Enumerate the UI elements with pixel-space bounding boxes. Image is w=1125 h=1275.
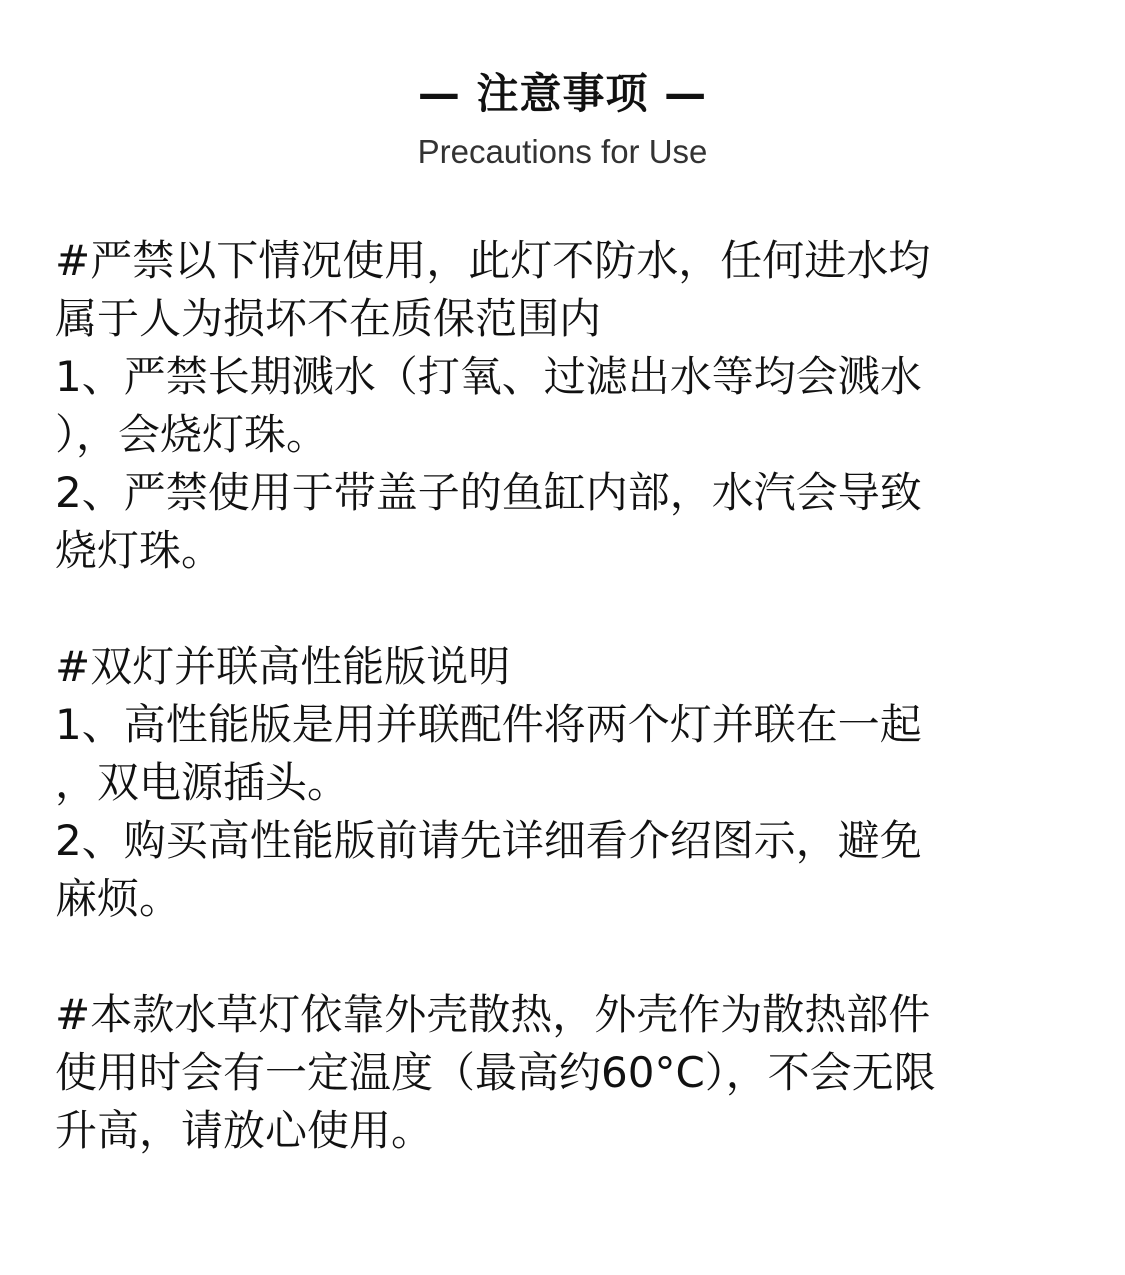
text-line: 烧灯珠。: [55, 526, 224, 575]
text-line: 属于人为损坏不在质保范围内: [55, 294, 602, 343]
text-line: #严禁以下情况使用，此灯不防水，任何进水均: [55, 236, 931, 285]
section-heat-dissipation: [55, 986, 1085, 1160]
section-waterproof-warning: [55, 232, 1085, 580]
precautions-content: [55, 232, 1085, 1218]
section-dual-light-info: [55, 638, 1085, 928]
text-line: 2、严禁使用于带盖子的鱼缸内部，水汽会导致: [55, 468, 922, 517]
page-title: — 注意事项 —: [417, 69, 708, 118]
text-line: 升高，请放心使用。: [55, 1106, 434, 1155]
text-line: ），会烧灯珠。: [55, 410, 329, 459]
text-line: 1、严禁长期溅水（打氧、过滤出水等均会溅水: [55, 352, 922, 401]
page-header: [0, 62, 1125, 172]
text-line: 1、高性能版是用并联配件将两个灯并联在一起: [55, 700, 922, 749]
text-line: #双灯并联高性能版说明: [55, 642, 511, 691]
text-line: #本款水草灯依靠外壳散热，外壳作为散热部件: [55, 990, 931, 1039]
text-line: 麻烦。: [55, 874, 182, 923]
text-line: 使用时会有一定温度（最高约60°C），不会无限: [55, 1048, 936, 1097]
page-subtitle: Precautions for Use: [417, 133, 708, 170]
text-line: ，双电源插头。: [55, 758, 350, 807]
text-line: 2、购买高性能版前请先详细看介绍图示，避免: [55, 816, 922, 865]
